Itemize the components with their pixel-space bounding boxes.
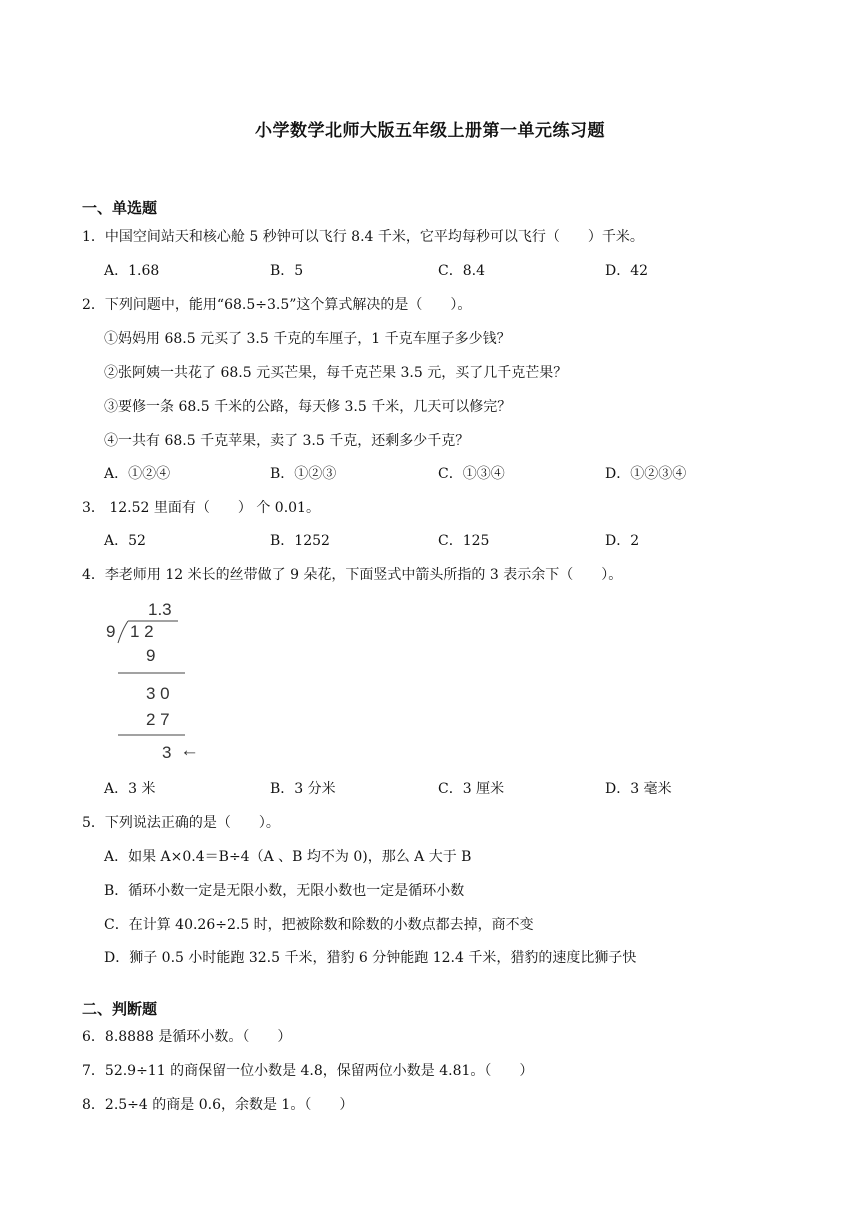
question-3-text: 3． 12.52 里面有（ ） 个 0.01。 [82,500,320,516]
question-1-text: 1．中国空间站天和核心舱 5 秒钟可以飞行 8.4 千米，它平均每秒可以飞行（ ）千米。 [82,229,644,245]
q2-option-c: C．①③④ [438,466,505,482]
page-title: 小学数学北师大版五年级上册第一单元练习题 [255,121,605,141]
q2-item-4: ④一共有 68.5 千克苹果，卖了 3.5 千克，还剩多少千克？ [104,433,470,449]
q2-option-a: A．①②④ [104,466,171,482]
q2-item-2: ②张阿姨一共花了 68.5 元买芒果，每千克芒果 3.5 元，买了几千克芒果？ [104,365,568,381]
question-4-text: 4．李老师用 12 米长的丝带做了 9 朵花，下面竖式中箭头所指的 3 表示余下（ ）。 [82,567,623,583]
q4-option-a: A．3 米 [104,781,156,797]
q3-option-c: C．125 [438,533,490,549]
division-step2: 2 7 [146,710,170,729]
question-7-text: 7．52.9÷11 的商保留一位小数是 4.8，保留两位小数是 4.81。（ ） [82,1063,534,1079]
q5-statement-b: B．循环小数一定是无限小数，无限小数也一定是循环小数 [104,883,465,899]
q5-statement-d: D．狮子 0.5 小时能跑 32.5 千米，猎豹 6 分钟能跑 12.4 千米，猎豹的速度比狮子快 [104,950,637,966]
q3-option-a: A．52 [104,533,146,549]
division-divisor: 9 [106,622,116,641]
division-remainder1: 3 0 [146,684,170,703]
q5-statement-a: A．如果 A×0.4＝B÷4（A 、B 均不为 0)，那么 A 大于 B [104,849,472,865]
q2-option-d: D．①②③④ [605,466,687,482]
section-heading-single-choice: 一、单选题 [82,199,158,217]
question-2-text: 2．下列问题中，能用“68.5÷3.5”这个算式解决的是（ ）。 [82,297,472,313]
q5-statement-c: C．在计算 40.26÷2.5 时，把被除数和除数的小数点都去掉，商不变 [104,917,534,933]
q4-option-c: C．3 厘米 [438,781,505,797]
q4-option-d: D．3 毫米 [605,781,672,797]
q3-option-b: B．1252 [270,533,330,549]
question-5-text: 5．下列说法正确的是（ ）。 [82,815,280,831]
division-remainder2: 3 [162,743,172,762]
q2-item-3: ③要修一条 68.5 千米的公路，每天修 3.5 千米，几天可以修完？ [104,399,512,415]
q2-option-b: B．①②③ [270,466,337,482]
q4-option-b: B．3 分米 [270,781,336,797]
q1-option-b: B．5 [270,263,304,279]
question-6-text: 6．8.8888 是循环小数。（ ） [82,1029,292,1045]
arrow-left-icon: ← [180,740,199,761]
q2-item-1: ①妈妈用 68.5 元买了 3.5 千克的车厘子，1 千克车厘子多少钱？ [104,331,511,347]
q1-option-c: C．8.4 [438,263,485,279]
question-8-text: 8．2.5÷4 的商是 0.6，余数是 1。（ ） [82,1097,354,1113]
division-quotient: 1.3 [148,600,172,619]
division-dividend: 1 2 [130,622,154,641]
section-heading-true-false: 二、判断题 [82,1000,158,1018]
q3-option-d: D．2 [605,533,640,549]
q1-option-d: D．42 [605,263,649,279]
long-division-figure [100,600,220,770]
division-step1: 9 [146,646,156,665]
q1-option-a: A．1.68 [104,263,160,279]
